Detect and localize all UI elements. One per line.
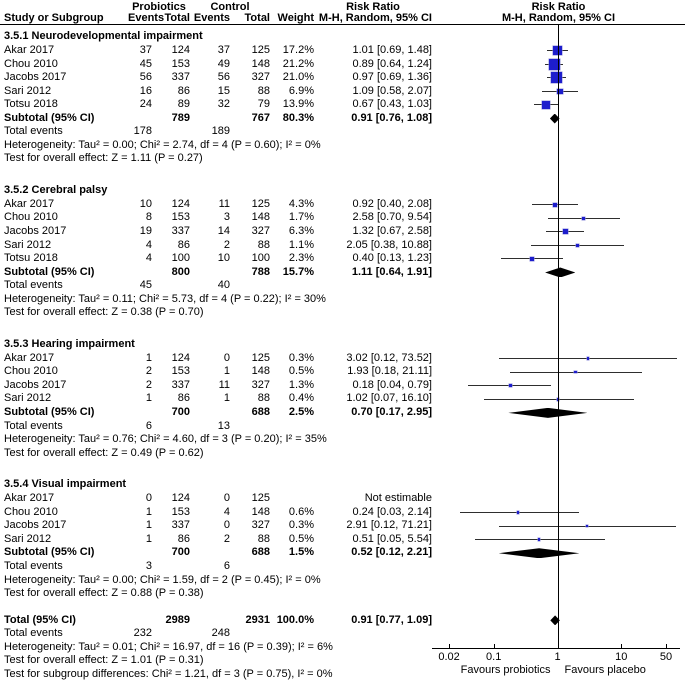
favours-right-label: Favours placebo: [564, 664, 646, 676]
total1-value: 153: [171, 365, 190, 378]
total-events-row: [0, 627, 685, 641]
weight-column-header: Weight: [277, 12, 314, 24]
events1-column-header: Events: [128, 12, 165, 24]
study-row: [0, 44, 685, 58]
subtotal-row: [0, 406, 685, 420]
subtotal-label: Subtotal (95% CI): [4, 546, 95, 559]
subtotal-row: [0, 546, 685, 560]
study-row: [0, 71, 685, 85]
total-events2-value: 6: [223, 559, 230, 572]
plot-cell: [432, 266, 685, 280]
events1-value: 1: [145, 505, 152, 518]
rr-method-plot-header: M-H, Random, 95% CI: [501, 12, 616, 24]
axis-tick-label: 10: [615, 651, 628, 663]
study-row: [0, 365, 685, 379]
weight-value: 21.0%: [282, 71, 314, 84]
axis-line: [432, 648, 680, 649]
point-estimate-marker: [538, 538, 541, 541]
total1-value: 100: [171, 252, 190, 265]
rr-ci-value: 0.24 [0.03, 2.14]: [352, 505, 432, 518]
events2-value: 0: [223, 351, 230, 364]
events1-value: 4: [145, 238, 152, 251]
plot-cell: [432, 533, 685, 547]
rr-ci-value: 0.91 [0.77, 1.09]: [351, 613, 432, 626]
spacer-row: [0, 166, 685, 179]
rr-ci-value: 1.09 [0.58, 2.07]: [352, 84, 432, 97]
plot-cell: [432, 519, 685, 533]
total2-value: 327: [251, 225, 270, 238]
rr-ci-value: 1.93 [0.18, 21.11]: [347, 365, 432, 378]
overall-effect-text: Test for overall effect: Z = 1.11 (P = 0.27): [4, 152, 203, 165]
rr-ci-value: 0.52 [0.12, 2.21]: [351, 546, 432, 559]
study-label: Akar 2017: [4, 44, 55, 56]
overall-effect-text: Test for overall effect: Z = 1.01 (P = 0.31): [4, 654, 204, 667]
total-events2-value: 189: [211, 125, 230, 138]
weight-value: 1.1%: [288, 238, 314, 251]
axis-tick-label: 0.1: [486, 651, 502, 663]
study-row: [0, 211, 685, 225]
study-column-header: Study or Subgroup: [4, 12, 104, 24]
subtotal-label: Subtotal (95% CI): [4, 111, 95, 124]
ci-line: [460, 512, 578, 513]
overall-effect-row: [0, 152, 685, 166]
events2-value: 1: [223, 392, 230, 405]
events1-value: 0: [145, 492, 152, 505]
events1-value: 45: [139, 57, 152, 70]
study-row: [0, 519, 685, 533]
events2-value: 10: [217, 252, 230, 265]
events1-value: 8: [145, 211, 152, 224]
events2-value: 0: [223, 519, 230, 532]
total1-value: 153: [171, 505, 190, 518]
events2-value: 11: [218, 378, 230, 391]
point-estimate-marker: [576, 244, 579, 247]
pooled-diamond: [499, 548, 580, 558]
events2-value: 2: [223, 238, 230, 251]
point-estimate-marker: [586, 525, 589, 528]
rr-ci-value: 1.01 [0.69, 1.48]: [352, 44, 432, 56]
rr-method-column-header: M-H, Random, 95% CI: [318, 12, 432, 24]
weight-value: 1.3%: [288, 378, 314, 391]
rr-ci-value: 0.92 [0.40, 2.08]: [352, 197, 432, 210]
x-axis: [0, 642, 685, 689]
weight-value: 4.3%: [288, 197, 314, 210]
control-group-header: Control: [210, 1, 250, 13]
total1-value: 800: [171, 265, 190, 278]
favours-left-label: Favours probiotics: [460, 664, 551, 676]
study-row: [0, 58, 685, 72]
events1-value: 56: [139, 71, 152, 84]
subgroup-diff-text: Test for subgroup differences: Chi² = 1.21, df = 3 (P = 0.75), I² = 0%: [4, 667, 333, 680]
total2-value: 2931: [245, 613, 270, 626]
header-row-columns: [0, 13, 685, 24]
weight-value: 0.5%: [288, 532, 314, 545]
point-estimate-marker: [582, 217, 585, 220]
events1-value: 10: [139, 197, 152, 210]
rr-ci-value: 1.11 [0.64, 1.91]: [351, 265, 432, 278]
events1-value: 1: [145, 351, 152, 364]
subtotal-label: Subtotal (95% CI): [4, 406, 95, 419]
total2-value: 788: [251, 265, 270, 278]
events1-value: 16: [139, 84, 152, 97]
weight-value: 0.6%: [288, 505, 314, 518]
point-estimate-marker: [563, 229, 568, 234]
total1-value: 86: [177, 238, 190, 251]
study-row: [0, 379, 685, 393]
weight-value: 17.2%: [282, 44, 314, 56]
weight-value: 0.3%: [288, 519, 314, 532]
total2-value: 88: [257, 392, 270, 405]
weight-value: 6.9%: [288, 84, 314, 97]
subtotal-row: [0, 112, 685, 126]
study-row: [0, 506, 685, 520]
events2-value: 4: [223, 505, 230, 518]
subgroup-title: 3.5.3 Hearing impairment: [4, 337, 135, 350]
null-effect-line: [558, 24, 559, 649]
total-events2-value: 40: [217, 279, 230, 292]
weight-value: 0.4%: [288, 392, 314, 405]
study-row: [0, 198, 685, 212]
rr-ci-value: 0.97 [0.69, 1.36]: [352, 71, 432, 84]
heterogeneity-row: [0, 293, 685, 307]
rr-ci-value: 0.40 [0.13, 1.23]: [352, 252, 432, 265]
total2-value: 327: [251, 519, 270, 532]
total-events-row: [0, 420, 685, 434]
total2-value: 88: [257, 238, 270, 251]
study-label: Chou 2010: [4, 505, 58, 518]
total1-value: 86: [177, 392, 190, 405]
events2-value: 37: [217, 44, 230, 56]
weight-value: 1.5%: [288, 546, 314, 559]
rr-ci-value: 1.02 [0.07, 16.10]: [346, 392, 432, 405]
risk-ratio-column-title: Risk Ratio: [346, 1, 400, 13]
weight-value: 0.5%: [288, 365, 314, 378]
total-events1-value: 6: [145, 419, 152, 432]
total-events1-value: 45: [139, 279, 152, 292]
total-events2-value: 248: [211, 627, 230, 640]
study-label: Akar 2017: [4, 492, 55, 505]
weight-value: 2.3%: [288, 252, 314, 265]
study-row: [0, 492, 685, 506]
study-row: [0, 392, 685, 406]
weight-value: 80.3%: [282, 111, 314, 124]
heterogeneity-text: Heterogeneity: Tau² = 0.11; Chi² = 5.73, df = 4 (P = 0.22); I² = 30%: [4, 292, 326, 305]
axis-tick: [558, 644, 559, 648]
total1-value: 700: [171, 406, 190, 419]
table-body: [0, 25, 685, 681]
total-events-label: Total events: [4, 125, 63, 138]
total2-value: 100: [251, 252, 270, 265]
total2-value: 125: [251, 197, 270, 210]
overall-effect-text: Test for overall effect: Z = 0.38 (P = 0.70): [4, 306, 204, 319]
study-label: Totsu 2018: [4, 252, 58, 265]
subgroup-title-row: [0, 179, 685, 198]
study-label: Akar 2017: [4, 351, 55, 364]
total-events-label: Total events: [4, 419, 63, 432]
plot-cell: [432, 211, 685, 225]
pooled-diamond: [545, 267, 575, 277]
total-events-label: Total events: [4, 279, 63, 292]
point-estimate-marker: [587, 357, 590, 360]
plot-cell: [432, 112, 685, 126]
axis-tick: [494, 644, 495, 648]
total1-value: 337: [171, 378, 190, 391]
total2-value: 148: [251, 365, 270, 378]
axis-tick-label: 0.02: [438, 651, 460, 663]
study-row: [0, 352, 685, 366]
pooled-diamond: [508, 408, 587, 418]
total2-value: 148: [251, 211, 270, 224]
study-label: Sari 2012: [4, 532, 52, 545]
plot-cell: [432, 44, 685, 58]
plot-cell: [432, 239, 685, 253]
subgroup-title-row: [0, 473, 685, 492]
total-label: Total (95% CI): [4, 613, 76, 626]
spacer-row: [0, 320, 685, 333]
weight-value: 1.7%: [288, 211, 314, 224]
events1-value: 4: [145, 252, 152, 265]
total2-value: 79: [257, 98, 270, 111]
study-row: [0, 239, 685, 253]
total2-value: 125: [251, 492, 270, 505]
plot-cell: [432, 546, 685, 560]
total-events-row: [0, 279, 685, 293]
total2-value: 688: [251, 546, 270, 559]
point-estimate-marker: [574, 371, 577, 374]
study-label: Sari 2012: [4, 84, 52, 97]
plot-cell: [432, 406, 685, 420]
total2-value: 125: [251, 351, 270, 364]
point-estimate-marker: [542, 101, 550, 109]
total1-value: 124: [171, 492, 190, 505]
events2-value: 15: [217, 84, 230, 97]
axis-tick: [449, 644, 450, 648]
plot-cell: [432, 492, 685, 506]
total1-value: 153: [171, 57, 190, 70]
total-events1-value: 178: [133, 125, 152, 138]
total-events-label: Total events: [4, 559, 63, 572]
plot-cell: [432, 85, 685, 99]
total-events2-value: 13: [217, 419, 230, 432]
events2-value: 11: [218, 197, 230, 210]
weight-value: 0.3%: [288, 351, 314, 364]
plot-cell: [432, 352, 685, 366]
plot-cell: [432, 225, 685, 239]
rr-ci-value: 0.91 [0.76, 1.08]: [351, 111, 432, 124]
rr-ci-value: 0.89 [0.64, 1.24]: [352, 57, 432, 70]
total1-value: 86: [177, 84, 190, 97]
heterogeneity-text: Heterogeneity: Tau² = 0.01; Chi² = 16.97, df = 16 (P = 0.39); I² = 6%: [4, 640, 333, 653]
subgroup-title: 3.5.4 Visual impairment: [4, 478, 127, 491]
plot-cell: [432, 71, 685, 85]
subgroup-title-row: [0, 25, 685, 44]
events2-value: 1: [223, 365, 230, 378]
weight-value: 15.7%: [282, 265, 314, 278]
subgroup-title: 3.5.2 Cerebral palsy: [4, 183, 108, 196]
total-events-row: [0, 125, 685, 139]
total2-value: 767: [251, 111, 270, 124]
study-label: Chou 2010: [4, 211, 58, 224]
subgroup-title-row: [0, 333, 685, 352]
total1-value: 2989: [165, 613, 190, 626]
events1-value: 1: [145, 532, 152, 545]
study-label: Jacobs 2017: [4, 225, 67, 238]
weight-value: 6.3%: [288, 225, 314, 238]
total-events1-value: 3: [145, 559, 152, 572]
total1-value: 337: [171, 519, 190, 532]
overall-effect-text: Test for overall effect: Z = 0.88 (P = 0.38): [4, 587, 204, 600]
total1-value: 789: [171, 111, 190, 124]
study-label: Akar 2017: [4, 197, 55, 210]
total2-value: 148: [251, 505, 270, 518]
total1-value: 337: [171, 71, 190, 84]
plot-cell: [432, 58, 685, 72]
subgroup-title: 3.5.1 Neurodevelopmental impairment: [4, 30, 203, 42]
study-label: Totsu 2018: [4, 98, 58, 111]
total1-value: 89: [177, 98, 190, 111]
events2-value: 2: [223, 532, 230, 545]
probiotics-group-header: Probiotics: [132, 1, 186, 13]
axis-tick-label: 50: [659, 651, 673, 663]
overall-effect-row: [0, 306, 685, 320]
plot-cell: [432, 365, 685, 379]
spacer-row: [0, 601, 685, 614]
events2-value: 56: [217, 71, 230, 84]
point-estimate-marker: [530, 257, 533, 260]
rr-ci-value: Not estimable: [364, 492, 432, 505]
events2-value: 32: [217, 98, 230, 111]
events1-value: 1: [145, 392, 152, 405]
total1-value: 124: [171, 197, 190, 210]
total2-value: 327: [251, 378, 270, 391]
weight-value: 2.5%: [288, 406, 314, 419]
heterogeneity-row: [0, 574, 685, 588]
subtotal-label: Subtotal (95% CI): [4, 265, 95, 278]
weight-value: 13.9%: [282, 98, 314, 111]
study-label: Chou 2010: [4, 365, 58, 378]
rr-ci-value: 3.02 [0.12, 73.52]: [346, 351, 432, 364]
study-label: Jacobs 2017: [4, 71, 67, 84]
total-events1-value: 232: [133, 627, 152, 640]
axis-tick-label: 1: [554, 651, 561, 663]
plot-cell: [432, 506, 685, 520]
plot-cell: [432, 392, 685, 406]
rr-ci-value: 2.58 [0.70, 9.54]: [352, 211, 432, 224]
study-label: Jacobs 2017: [4, 378, 67, 391]
heterogeneity-text: Heterogeneity: Tau² = 0.00; Chi² = 2.74, df = 4 (P = 0.60); I² = 0%: [4, 138, 321, 151]
plot-cell: [432, 252, 685, 266]
total1-value: 124: [171, 351, 190, 364]
grand-total-row: [0, 614, 685, 628]
plot-cell: [432, 379, 685, 393]
rr-ci-value: 0.18 [0.04, 0.79]: [352, 378, 432, 391]
plot-cell: [432, 614, 685, 628]
total2-value: 88: [257, 84, 270, 97]
events1-value: 19: [139, 225, 152, 238]
overall-effect-row: [0, 587, 685, 601]
rr-ci-value: 2.05 [0.38, 10.88]: [346, 238, 432, 251]
axis-tick: [621, 644, 622, 648]
total-events-label: Total events: [4, 627, 63, 640]
total1-value: 124: [171, 44, 190, 56]
overall-effect-row: [0, 447, 685, 461]
risk-ratio-plot-title: Risk Ratio: [531, 1, 586, 13]
events2-value: 3: [223, 211, 230, 224]
total2-value: 125: [251, 44, 270, 56]
rr-ci-value: 1.32 [0.67, 2.58]: [352, 225, 432, 238]
heterogeneity-row: [0, 433, 685, 447]
total1-value: 337: [171, 225, 190, 238]
total1-value: 86: [177, 532, 190, 545]
events1-value: 2: [145, 365, 152, 378]
events1-value: 1: [145, 519, 152, 532]
total2-value: 148: [251, 57, 270, 70]
study-label: Sari 2012: [4, 238, 52, 251]
total-events-row: [0, 560, 685, 574]
heterogeneity-text: Heterogeneity: Tau² = 0.76; Chi² = 4.60, df = 3 (P = 0.20); I² = 35%: [4, 433, 327, 446]
weight-value: 100.0%: [276, 613, 314, 626]
study-row: [0, 98, 685, 112]
total2-value: 688: [251, 406, 270, 419]
total2-value: 88: [257, 532, 270, 545]
total2-column-header: Total: [244, 12, 270, 24]
study-row: [0, 533, 685, 547]
total2-value: 327: [251, 71, 270, 84]
subtotal-row: [0, 266, 685, 280]
events1-value: 37: [139, 44, 152, 56]
total1-column-header: Total: [164, 12, 190, 24]
total1-value: 700: [171, 546, 190, 559]
study-label: Chou 2010: [4, 57, 58, 70]
events2-value: 0: [223, 492, 230, 505]
axis-tick: [666, 644, 667, 648]
plot-cell: [432, 98, 685, 112]
total1-value: 153: [171, 211, 190, 224]
events2-column-header: Events: [193, 12, 230, 24]
study-row: [0, 252, 685, 266]
table-header: [0, 0, 685, 25]
study-row: [0, 85, 685, 99]
rr-ci-value: 2.91 [0.12, 71.21]: [346, 519, 432, 532]
events1-value: 2: [145, 378, 152, 391]
rr-ci-value: 0.67 [0.43, 1.03]: [352, 98, 432, 111]
study-label: Sari 2012: [4, 392, 52, 405]
events2-value: 49: [217, 57, 230, 70]
rr-ci-value: 0.51 [0.05, 5.54]: [352, 532, 432, 545]
spacer-row: [0, 460, 685, 473]
heterogeneity-text: Heterogeneity: Tau² = 0.00; Chi² = 1.59, df = 2 (P = 0.45); I² = 0%: [4, 573, 321, 586]
weight-value: 21.2%: [282, 57, 314, 70]
heterogeneity-row: [0, 139, 685, 153]
overall-effect-text: Test for overall effect: Z = 0.49 (P = 0.62): [4, 446, 204, 459]
point-estimate-marker: [509, 384, 512, 387]
events2-value: 14: [217, 225, 230, 238]
rr-ci-value: 0.70 [0.17, 2.95]: [351, 406, 432, 419]
study-row: [0, 225, 685, 239]
plot-cell: [432, 198, 685, 212]
events1-value: 24: [139, 98, 152, 111]
study-label: Jacobs 2017: [4, 519, 67, 532]
point-estimate-marker: [517, 511, 520, 514]
